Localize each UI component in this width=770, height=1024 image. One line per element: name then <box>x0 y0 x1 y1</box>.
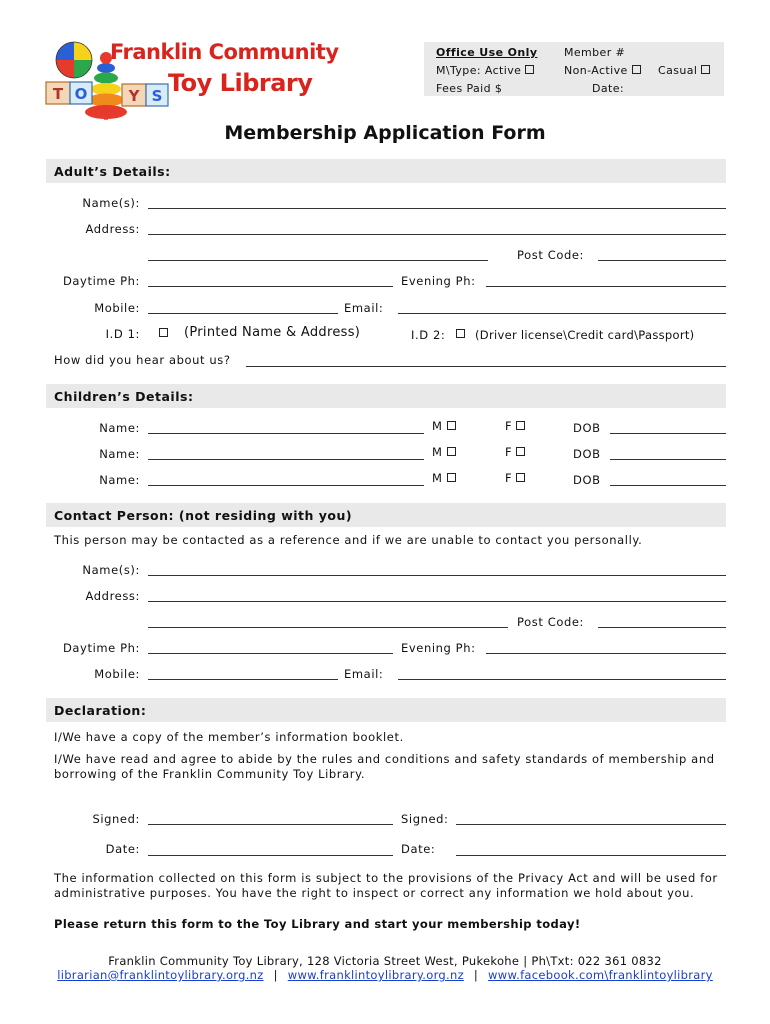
footer-address: Franklin Community Toy Library, 128 Victoria Street West, Pukekohe | Ph\Txt: 022 361 0832 <box>108 954 662 968</box>
active-checkbox[interactable] <box>525 65 534 74</box>
id2-label: I.D 2: <box>411 328 446 342</box>
adult-evening-label: Evening Ph: <box>401 274 476 288</box>
adult-daytime-input[interactable] <box>148 286 393 287</box>
adult-daytime-label: Daytime Ph: <box>62 274 140 288</box>
footer-email-link[interactable]: librarian@franklintoylibrary.org.nz <box>57 968 264 982</box>
hear-about-label: How did you hear about us? <box>54 353 231 367</box>
child-female <box>505 419 525 433</box>
contact-names-label: Name(s): <box>82 563 140 577</box>
office-use-heading: Office Use Only <box>436 46 538 59</box>
female-label: F <box>505 445 513 459</box>
male-checkbox[interactable] <box>447 447 456 456</box>
adult-mobile-label: Mobile: <box>94 301 140 315</box>
contact-address-label: Address: <box>85 589 140 603</box>
adult-postcode-label: Post Code: <box>517 248 585 262</box>
non-active-checkbox[interactable] <box>632 65 641 74</box>
male-checkbox[interactable] <box>447 421 456 430</box>
hear-about-input[interactable] <box>246 366 726 367</box>
adult-address-input-2[interactable] <box>148 260 488 261</box>
adult-mobile-input[interactable] <box>148 313 338 314</box>
male-checkbox[interactable] <box>447 473 456 482</box>
contact-address-input-2[interactable] <box>148 627 508 628</box>
children-heading: Children’s Details: <box>54 389 194 404</box>
date-input-1[interactable] <box>148 855 393 856</box>
mtype-active-label: M\Type: Active <box>436 64 522 77</box>
contact-daytime-input[interactable] <box>148 653 393 654</box>
block-letter: T <box>52 85 64 103</box>
adult-address-input[interactable] <box>148 234 726 235</box>
female-checkbox[interactable] <box>516 473 525 482</box>
female-checkbox[interactable] <box>516 421 525 430</box>
male-label: M <box>432 419 443 433</box>
id1-checkbox[interactable] <box>159 328 168 337</box>
contact-postcode-label: Post Code: <box>517 615 585 629</box>
contact-names-input[interactable] <box>148 575 726 576</box>
declaration-section-header <box>46 698 726 722</box>
member-number-label: Member # <box>564 46 626 59</box>
adult-address-label: Address: <box>85 222 140 236</box>
declaration-line-1: I/We have a copy of the member’s information booklet. <box>54 730 404 744</box>
contact-evening-input[interactable] <box>486 653 726 654</box>
child-dob-input[interactable] <box>610 485 726 486</box>
child-dob-label: DOB <box>573 447 601 461</box>
block-letter: O <box>74 85 88 103</box>
signature-input-2[interactable] <box>456 824 726 825</box>
non-active <box>564 64 641 77</box>
child-name-label: Name: <box>99 447 140 461</box>
adult-section-header <box>46 159 726 183</box>
contact-address-input[interactable] <box>148 601 726 602</box>
declaration-line-2: I/We have read and agree to abide by the rules and conditions and safety standards of membership and borrowing of the Franklin Community Toy Library. <box>54 752 715 781</box>
footer-facebook-link[interactable]: www.facebook.com\franklintoylibrary <box>488 968 713 982</box>
block-letter: Y <box>128 87 140 105</box>
declaration-heading: Declaration: <box>54 703 147 718</box>
office-date-label: Date: <box>592 82 624 95</box>
child-name-label: Name: <box>99 473 140 487</box>
child-name-input[interactable] <box>148 433 424 434</box>
id2-checkbox[interactable] <box>456 329 465 338</box>
child-dob-label: DOB <box>573 421 601 435</box>
child-male <box>432 445 456 459</box>
footer-separator: | <box>273 968 278 982</box>
signed-label-2: Signed: <box>401 812 449 826</box>
child-name-input[interactable] <box>148 485 424 486</box>
contact-section-header <box>46 503 726 527</box>
child-name-label: Name: <box>99 421 140 435</box>
child-female <box>505 471 525 485</box>
children-section-header <box>46 384 726 408</box>
logo <box>44 38 339 130</box>
adult-email-label: Email: <box>344 301 384 315</box>
adult-names-label: Name(s): <box>82 196 140 210</box>
adult-email-input[interactable] <box>398 313 726 314</box>
office-use-box <box>424 42 724 96</box>
logo-line-1: Franklin Community <box>110 40 339 64</box>
contact-daytime-label: Daytime Ph: <box>62 641 140 655</box>
casual <box>658 64 710 77</box>
footer-separator: | <box>473 968 479 982</box>
block-letter: S <box>151 87 163 105</box>
return-note: Please return this form to the Toy Library and start your membership today! <box>54 917 581 931</box>
id2-note: (Driver license\Credit card\Passport) <box>475 328 695 342</box>
footer-links <box>0 968 770 982</box>
date-label-1: Date: <box>105 842 140 856</box>
non-active-label: Non-Active <box>564 64 628 77</box>
contact-note: This person may be contacted as a reference and if we are unable to contact you personally. <box>54 533 643 547</box>
female-label: F <box>505 419 513 433</box>
contact-mobile-input[interactable] <box>148 679 338 680</box>
contact-postcode-input[interactable] <box>598 627 726 628</box>
signed-label-1: Signed: <box>92 812 140 826</box>
contact-email-label: Email: <box>344 667 384 681</box>
adult-evening-input[interactable] <box>486 286 726 287</box>
casual-checkbox[interactable] <box>701 65 710 74</box>
adult-names-input[interactable] <box>148 208 726 209</box>
fees-paid-label: Fees Paid $ <box>436 82 503 95</box>
contact-mobile-label: Mobile: <box>94 667 140 681</box>
male-label: M <box>432 445 443 459</box>
casual-label: Casual <box>658 64 698 77</box>
adult-heading: Adult’s Details: <box>54 164 171 179</box>
date-label-2: Date: <box>401 842 436 856</box>
child-male <box>432 471 456 485</box>
date-input-2[interactable] <box>456 855 726 856</box>
id1-label: I.D 1: <box>105 327 140 341</box>
female-label: F <box>505 471 513 485</box>
logo-line-2: Toy Library <box>168 69 313 97</box>
child-dob-input[interactable] <box>610 433 726 434</box>
male-label: M <box>432 471 443 485</box>
id1-note: (Printed Name & Address) <box>184 325 361 340</box>
child-name-input[interactable] <box>148 459 424 460</box>
contact-heading: Contact Person: (not residing with you) <box>54 508 353 523</box>
child-female <box>505 445 525 459</box>
female-checkbox[interactable] <box>516 447 525 456</box>
child-dob-input[interactable] <box>610 459 726 460</box>
privacy-note: The information collected on this form is subject to the provisions of the Privacy Act and will be used for administrative purposes. You have the right to inspect or correct any information we hold about you. <box>54 871 718 900</box>
footer-website-link[interactable]: www.franklintoylibrary.org.nz <box>287 968 464 982</box>
mtype-active <box>436 64 534 77</box>
contact-evening-label: Evening Ph: <box>401 641 476 655</box>
signature-input-1[interactable] <box>148 824 393 825</box>
child-dob-label: DOB <box>573 473 601 487</box>
adult-postcode-input[interactable] <box>598 260 726 261</box>
child-male <box>432 419 456 433</box>
page-title: Membership Application Form <box>224 122 546 144</box>
contact-email-input[interactable] <box>398 679 726 680</box>
